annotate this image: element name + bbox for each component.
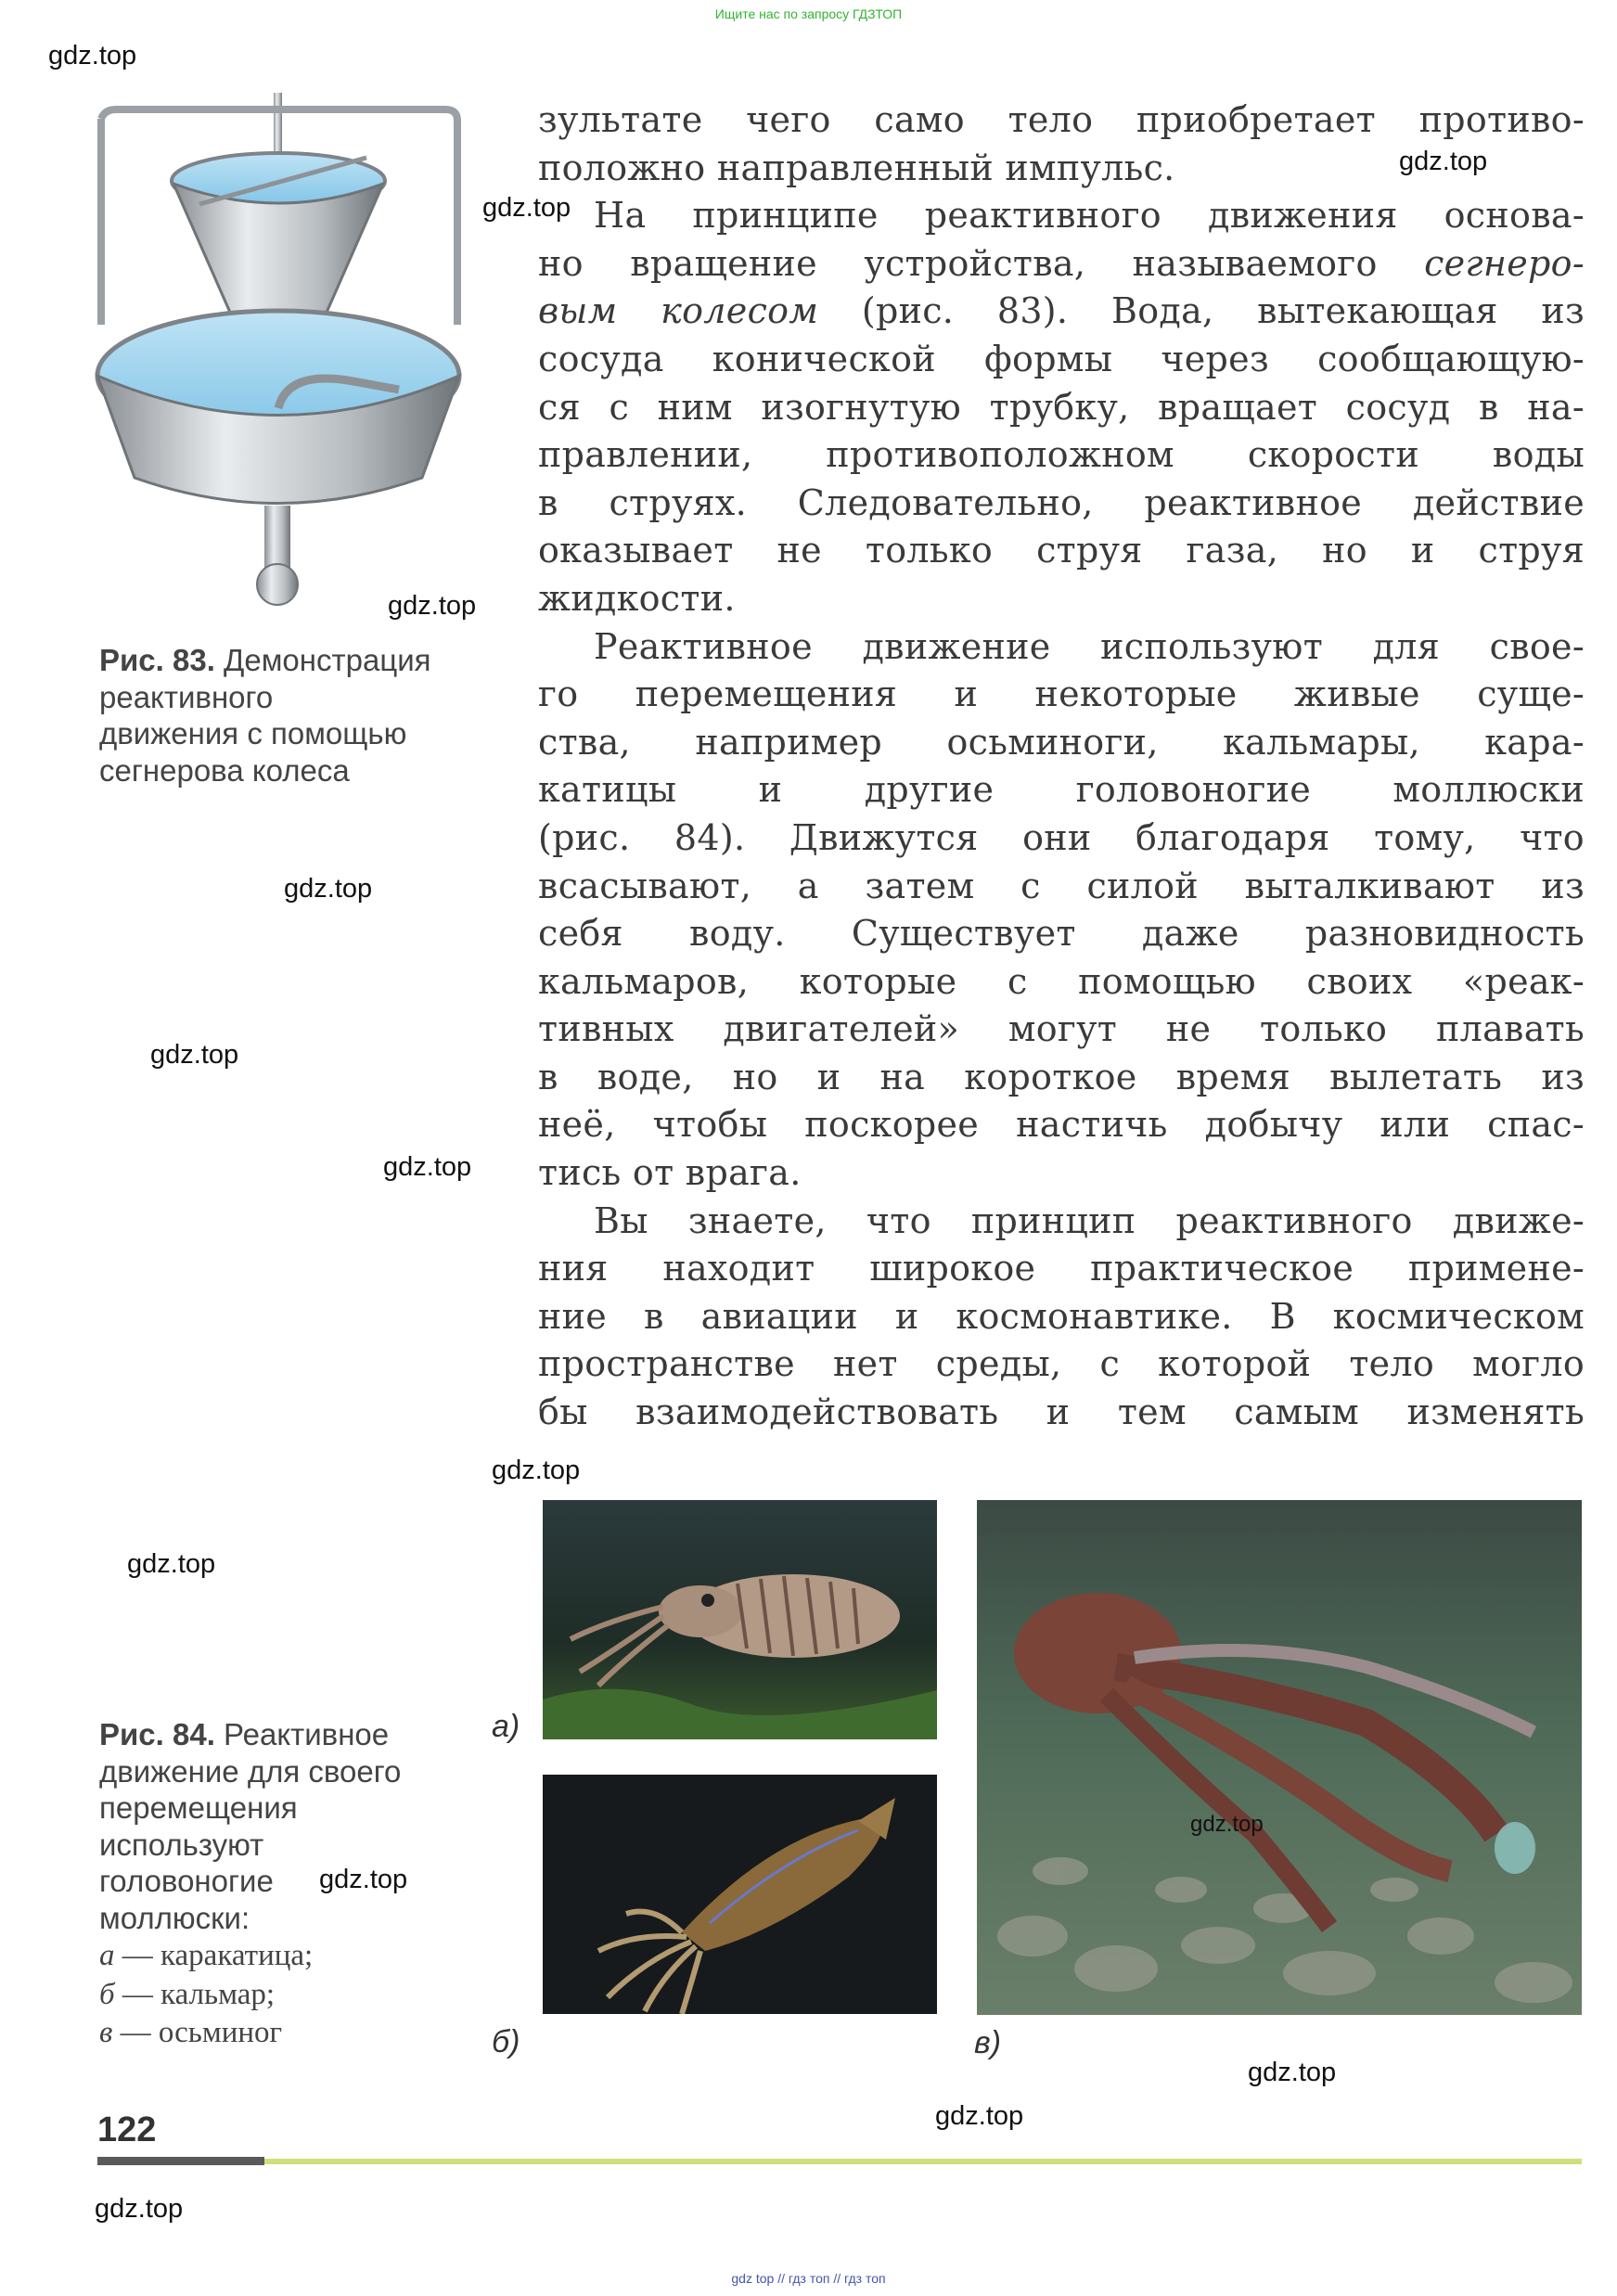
text-line: в воде, но и на короткое время вылетать из [538, 1056, 1585, 1097]
watermark: gdz.top [319, 1865, 408, 1894]
text-line: ние в авиации и космонавтике. В космическом [538, 1295, 1585, 1337]
watermark: gdz.top [492, 1456, 581, 1485]
watermark: gdz.top [284, 874, 373, 904]
watermark: gdz.top [1190, 1812, 1264, 1837]
figure-83-caption: Рис. 83. Демонстрация реактивного движения с помощью сегнерова колеса [99, 643, 431, 788]
text-line: катицы и другие головоногие моллюски [538, 769, 1585, 811]
watermark: gdz.top [127, 1549, 216, 1579]
text-line: неё, чтобы поскорее настичь добычу или спас- [538, 1104, 1585, 1146]
text-line: ства, например осьминоги, кальмары, кара- [538, 721, 1585, 763]
text-line: положно направленный импульс. [538, 147, 1175, 188]
text-line: сосуда конической формы через сообщающую- [538, 338, 1585, 379]
watermark: gdz.top [935, 2101, 1024, 2131]
footer-links[interactable]: gdz top // гдз топ // гдз топ [731, 2271, 886, 2286]
watermark: gdz.top [48, 41, 137, 71]
text-line: правлении, противоположном скорости воды [538, 434, 1585, 476]
cuttlefish-photo [543, 1500, 937, 1739]
text-line: зультате чего само тело приобретает противо- [538, 99, 1585, 140]
photo-label-b: б) [492, 2024, 520, 2059]
figure-84-caption: Рис. 84. Реактивное движение для своего перемещения используют головоногие моллюски: а — каракатица; б — кальмар; в — осьминог [99, 1717, 402, 2049]
text-line: Вы знаете, что принцип реактивного движе- [594, 1199, 1585, 1241]
text-line: На принципе реактивного движения основа- [594, 195, 1585, 237]
text-line: ся с ним изогнутую трубку, вращает сосуд в на- [538, 386, 1585, 428]
photo-label-a: а) [492, 1709, 520, 1744]
text-line: кальмаров, которые с помощью своих «реак- [538, 960, 1585, 1002]
text-line: тивных двигателей» могут не только плавать [538, 1008, 1585, 1050]
top-banner[interactable]: Ищите нас по запросу ГДЗТОП [714, 6, 903, 21]
text-line: Реактивное движение используют для свое- [594, 625, 1585, 667]
watermark: gdz.top [150, 1040, 239, 1070]
text-line: (рис. 84). Движутся они благодаря тому, что [538, 816, 1585, 858]
squid-photo [543, 1775, 937, 2014]
text-line: пространстве нет среды, с которой тело могло [538, 1343, 1585, 1385]
octopus-photo [977, 1500, 1582, 2015]
watermark: gdz.top [1248, 2058, 1337, 2087]
text-line: в струях. Следовательно, реактивное действие [538, 481, 1585, 523]
text-line: го перемещения и некоторые живые суще- [538, 673, 1585, 715]
page-number: 122 [97, 2110, 157, 2149]
text-line: себя воду. Существует даже разновидность [538, 913, 1585, 955]
text-line: но вращение устройства, называемого сегнеро- [538, 242, 1585, 284]
text-line: тись от врага. [538, 1152, 802, 1194]
page-rule-dark [97, 2157, 264, 2165]
segner-wheel-figure [88, 93, 478, 617]
text-line: вым колесом (рис. 83). Вода, вытекающая из [538, 290, 1585, 332]
text-line: жидкости. [538, 577, 736, 619]
watermark: gdz.top [388, 591, 477, 621]
watermark: gdz.top [482, 193, 571, 223]
watermark: gdz.top [95, 2194, 184, 2224]
watermark: gdz.top [383, 1152, 472, 1182]
body-text [538, 96, 1585, 1437]
text-line: ния находит широкое практическое примене- [538, 1248, 1585, 1289]
page-rule-green [264, 2159, 1582, 2164]
photo-label-c: в) [974, 2025, 1002, 2060]
text-line: бы взаимодействовать и тем самым изменять [538, 1392, 1585, 1433]
watermark: gdz.top [1399, 147, 1488, 176]
text-line: всасывают, а затем с силой выталкивают из [538, 865, 1585, 906]
text-line: оказывает не только струя газа, но и струя [538, 530, 1585, 571]
